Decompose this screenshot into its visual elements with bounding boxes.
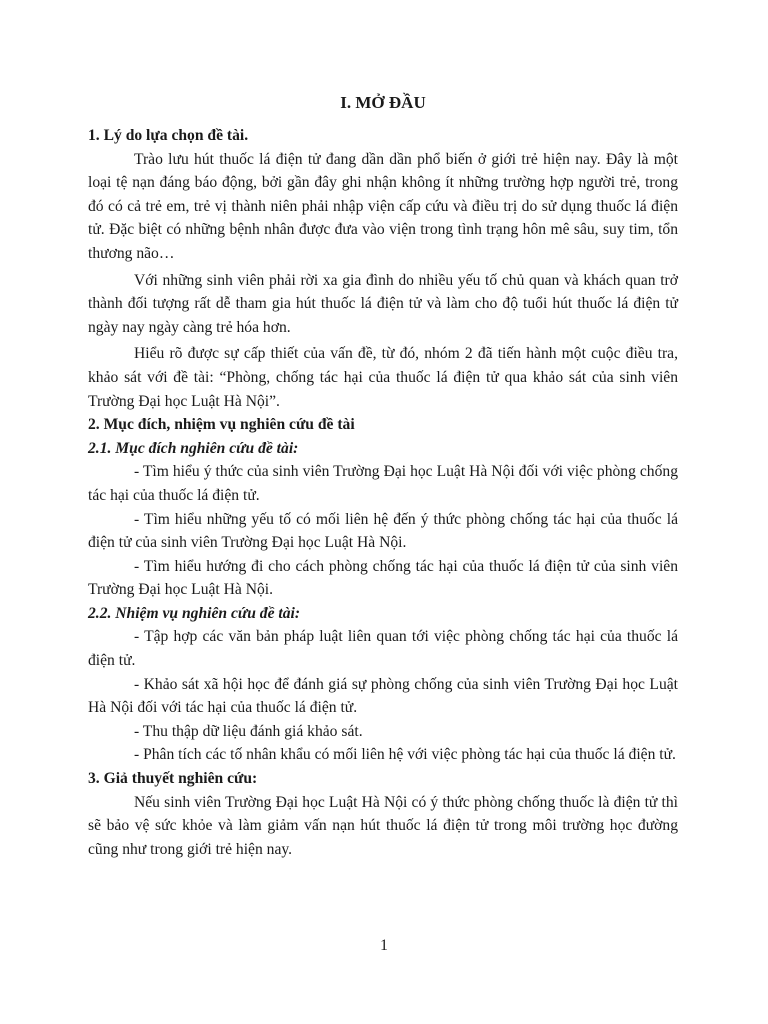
section2-2-item: - Phân tích các tố nhân khẩu có mối liên hệ với việc phòng tác hại của thuốc lá điện tử. bbox=[134, 746, 676, 764]
section2-1-item: - Tìm hiểu hướng đi cho cách phòng chống tác hại của thuốc lá điện tử của sinh viên Trường Đại học Luật Hà Nội. bbox=[88, 557, 678, 599]
document-title: I. MỞ ĐẦU bbox=[340, 93, 426, 112]
section2-2-heading: 2.2. Nhiệm vụ nghiên cứu đề tài: bbox=[88, 604, 301, 622]
section2-1-heading: 2.1. Mục đích nghiên cứu đề tài: bbox=[88, 439, 299, 457]
section1-heading: 1. Lý do lựa chọn đề tài. bbox=[88, 127, 249, 144]
section2-2-item: - Khảo sát xã hội học để đánh giá sự phòng chống của sinh viên Trường Đại học Luật Hà Nội đối với tác hại của thuốc lá điện tử. bbox=[88, 675, 678, 717]
section3-heading: 3. Giả thuyết nghiên cứu: bbox=[88, 770, 258, 788]
section2-2-item: - Thu thập dữ liệu đánh giá khảo sát. bbox=[134, 722, 363, 740]
section1-paragraph: Trào lưu hút thuốc lá điện tử đang dần dần phổ biến ở giới trẻ hiện nay. Đây là một loại tệ nạn đáng báo động, bởi gần đây ghi nhận không ít những trường hợp người trẻ, trong đó có cả trẻ em, trẻ vị thành niên phải nhập viện cấp cứu và điều trị do sử dụng thuốc lá điện tử. Đặc biệt có những bệnh nhân được đưa vào viện trong tình trạng hôn mê sâu, suy tim, tổn thương não… bbox=[88, 150, 678, 262]
page-number: 1 bbox=[380, 937, 388, 954]
section2-1-item: - Tìm hiểu những yếu tố có mối liên hệ đến ý thức phòng chống tác hại của thuốc lá điện tử của sinh viên Trường Đại học Luật Hà Nội. bbox=[88, 510, 678, 552]
section3-paragraph: Nếu sinh viên Trường Đại học Luật Hà Nội có ý thức phòng chống thuốc là điện tử thì sẽ bảo vệ sức khỏe và làm giảm vấn nạn hút thuốc lá điện tử trong môi trường học đường cũng như trong giới trẻ hiện nay. bbox=[88, 793, 678, 858]
section1-paragraph: Hiểu rõ được sự cấp thiết của vấn đề, từ đó, nhóm 2 đã tiến hành một cuộc điều tra, khảo sát với đề tài: “Phòng, chống tác hại của thuốc lá điện tử qua khảo sát của sinh viên Trường Đại học Luật Hà Nội”. bbox=[88, 345, 678, 410]
section1-paragraph: Với những sinh viên phải rời xa gia đình do nhiều yếu tố chủ quan và khách quan trở thành đối tượng rất dễ tham gia hút thuốc lá điện tử và làm cho độ tuổi hút thuốc lá điện tử ngày nay ngày càng trẻ hóa hơn. bbox=[88, 271, 678, 336]
section2-1-item: - Tìm hiểu ý thức của sinh viên Trường Đại học Luật Hà Nội đối với việc phòng chống tác hại của thuốc lá điện tử. bbox=[88, 463, 678, 504]
document-page bbox=[88, 88, 678, 861]
section2-heading: 2. Mục đích, nhiệm vụ nghiên cứu đề tài bbox=[88, 416, 355, 434]
section2-2-item: - Tập hợp các văn bản pháp luật liên quan tới việc phòng chống tác hại của thuốc lá điện tử. bbox=[88, 628, 678, 670]
